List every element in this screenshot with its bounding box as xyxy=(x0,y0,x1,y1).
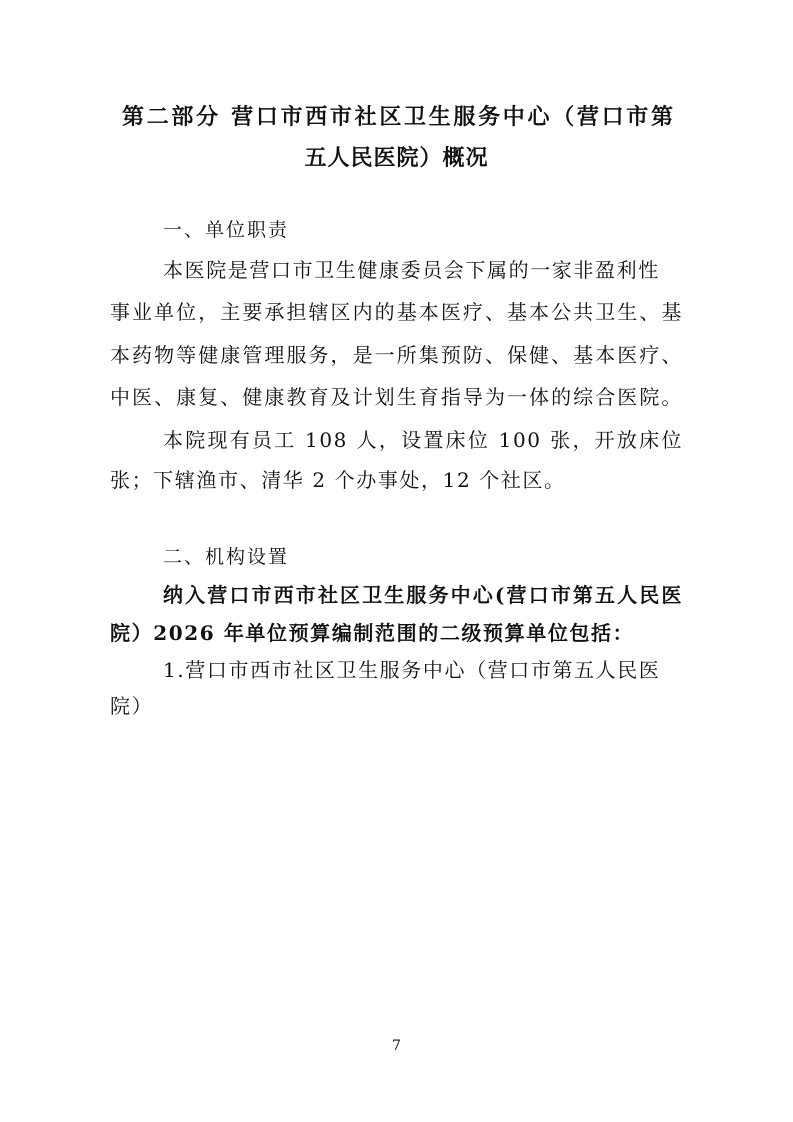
section-heading-duties: 一、单位职责 xyxy=(163,219,290,241)
list-item-line: 院） xyxy=(110,694,154,718)
page-title-line-1: 第二部分 营口市西市社区卫生服务中心（营口市第 xyxy=(122,104,674,130)
section-heading-organization: 二、机构设置 xyxy=(163,546,290,568)
paragraph-line: 本院现有员工 108 人，设置床位 100 张，开放床位 xyxy=(163,428,683,452)
paragraph-line: 中医、康复、健康教育及计划生育指导为一体的综合医院。 xyxy=(110,385,683,409)
paragraph-line: 事业单位，主要承担辖区内的基本医疗、基本公共卫生、基 xyxy=(110,300,683,324)
paragraph-line: 院）2026 年单位预算编制范围的二级预算单位包括： xyxy=(110,621,635,645)
list-item-line: 1.营口市西市社区卫生服务中心（营口市第五人民医 xyxy=(163,658,661,682)
paragraph-line: 张；下辖渔市、清华 2 个办事处，12 个社区。 xyxy=(110,468,566,492)
paragraph-line: 本医院是营口市卫生健康委员会下属的一家非盈利性 xyxy=(163,258,660,282)
page-number: 7 xyxy=(392,1038,401,1054)
paragraph-line: 纳入营口市西市社区卫生服务中心(营口市第五人民医 xyxy=(163,583,683,607)
page-title-line-2: 五人民医院）概况 xyxy=(304,145,489,171)
paragraph-line: 本药物等健康管理服务，是一所集预防、保健、基本医疗、 xyxy=(110,343,683,367)
